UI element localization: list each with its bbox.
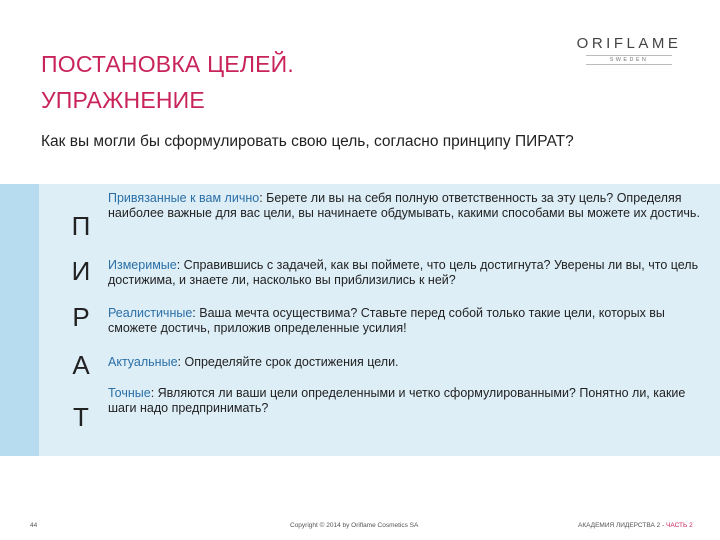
footer-course-part: ЧАСТЬ 2 <box>666 522 693 529</box>
page-number: 44 <box>30 522 38 529</box>
logo-brand: ORIFLAME <box>576 35 682 52</box>
footer-copyright: Copyright © 2014 by Oriflame Cosmetics SA <box>290 522 419 529</box>
text-p: : Берете ли вы на себя полную ответственность за эту цель? Определяя наиболее важные для вас цели, вы начинаете обдумывать, какими способами вы можете их достичь. <box>108 191 700 220</box>
letter-t: Т <box>73 402 89 432</box>
letter-i: И <box>71 256 91 286</box>
page-title <box>41 46 541 118</box>
term-t: Точные <box>108 386 151 400</box>
term-i: Измеримые <box>108 258 177 272</box>
letter-a: А <box>72 350 90 380</box>
title-line-1: ПОСТАНОВКА ЦЕЛЕЙ. <box>41 51 294 77</box>
subtitle: Как вы могли бы сформулировать свою цель, согласно принципу ПИРАТ? <box>41 133 574 150</box>
description-r <box>108 306 706 336</box>
description-i <box>108 258 706 288</box>
footer-course-name: АКАДЕМИЯ ЛИДЕРСТВА 2 - <box>578 522 667 529</box>
band-left-strip <box>0 184 39 456</box>
logo-sub: SWEDEN <box>586 55 672 65</box>
description-t <box>108 386 706 416</box>
text-t: : Являются ли ваши цели определенными и четко сформулированными? Понятно ли, какие шаги надо предпринимать? <box>108 386 686 415</box>
footer-course <box>578 522 693 529</box>
term-r: Реалистичные <box>108 306 193 320</box>
text-i: : Справившись с задачей, как вы поймете, что цель достигнута? Уверены ли вы, что цель достижима, и знаете ли, насколько вы приблизились к ней? <box>108 258 699 287</box>
letter-p: П <box>71 211 91 241</box>
oriflame-logo <box>574 36 684 65</box>
letter-r: Р <box>72 302 90 332</box>
text-r: : Ваша мечта осуществима? Ставьте перед собой только такие цели, которых вы сможете достичь, приложив определенные усилия! <box>108 306 665 335</box>
text-a: : Определяйте срок достижения цели. <box>177 355 399 369</box>
term-a: Актуальные <box>108 355 178 369</box>
description-p <box>108 191 706 221</box>
title-line-2: УПРАЖНЕНИЕ <box>41 87 205 113</box>
description-a <box>108 355 706 370</box>
term-p: Привязанные к вам лично <box>108 191 260 205</box>
